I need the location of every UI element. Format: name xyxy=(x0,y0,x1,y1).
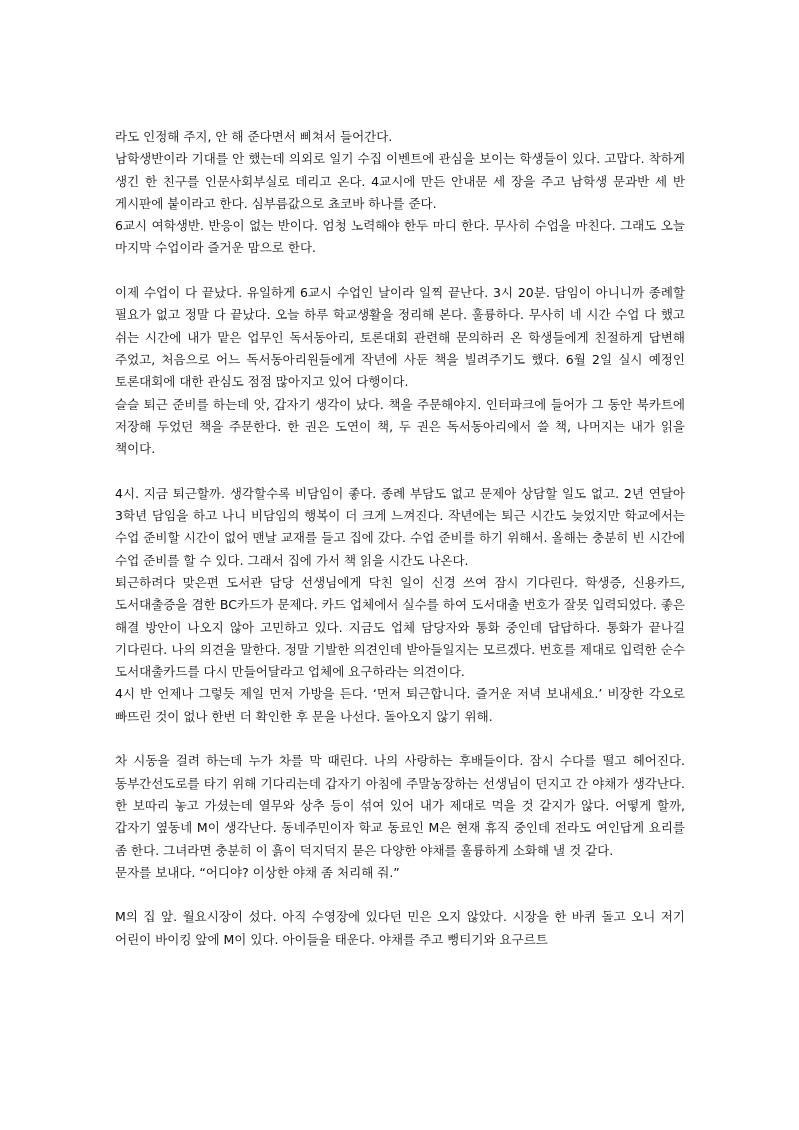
paragraph: 라도 인정해 주지, 안 해 준다면서 삐쳐서 들어간다. xyxy=(115,129,393,144)
paragraph-gap xyxy=(115,260,685,282)
paragraph-gap xyxy=(115,884,685,906)
paragraph: 이제 수업이 다 끝났다. 유일하게 6교시 수업인 날이라 일찍 끝난다. 3시 20분. 담임이 아니니까 종례할 필요가 없고 정말 다 끝났다. 오늘 하루 학교생활을 정리해 본다. 훌륭하다. 무사히 네 시간 수업 다 했고 쉬는 시간에 내가 맡은 업무인 독서동아리, 토론대회 관련해 문의하러 온 학생들에게 친절하게 답변해 주었고, 처음으로 어느 독서동아리원들에게 작년에 사둔 책을 빌려주기도 했다. 6월 2일 실시 예정인 토론대회에 대한 관심도 점점 많아지고 있어 다행이다. xyxy=(115,285,685,390)
paragraph: M의 집 앞. 월요시장이 섰다. 아직 수영장에 있다던 민은 오지 않았다. 시장을 한 바퀴 돌고 오니 저기 어린이 바이킹 앞에 M이 있다. 아이들을 태운다. 야채를 주고 뻥티기와 요구르트 xyxy=(115,909,685,947)
paragraph: 남학생반이라 기대를 안 했는데 의외로 일기 수집 이벤트에 관심을 보이는 학생들이 있다. 고맙다. 착하게 생긴 한 친구를 인문사회부실로 데리고 온다. 4교시에 만든 안내문 세 장을 주고 남학생 문과반 세 반 게시판에 붙이라고 한다. 심부름값으로 쵸코바 하나를 준다. xyxy=(115,151,685,211)
paragraph-gap xyxy=(115,460,685,482)
paragraph: 6교시 여학생반. 반응이 없는 반이다. 엄청 노력해야 한두 마디 한다. 무사히 수업을 마친다. 그래도 오늘 마지막 수업이라 즐거운 맘으로 한다. xyxy=(115,218,685,256)
paragraph-gap xyxy=(115,728,685,750)
paragraph: 4시. 지금 퇴근할까. 생각할수록 비담임이 좋다. 종례 부담도 없고 문제아 상담할 일도 없고. 2년 연달아 3학년 담임을 하고 나니 비담임의 행복이 더 크게 느껴진다. 작년에는 퇴근 시간도 늦었지만 학교에서는 수업 준비할 시간이 없어 맨날 교재를 들고 집에 갔다. 수업 준비를 하기 위해서. 올해는 충분히 빈 시간에 수업 준비를 할 수 있다. 그래서 집에 가서 책 읽을 시간도 나온다. xyxy=(115,485,685,568)
paragraph: 퇴근하려다 맞은편 도서관 담당 선생님에게 닥친 일이 신경 쓰여 잠시 기다린다. 학생증, 신용카드, 도서대출증을 겸한 BC카드가 문제다. 카드 업체에서 실수를 하여 도서대출 번호가 잘못 입력되었다. 좋은 해결 방안이 나오지 않아 고민하고 있다. 지금도 업체 담당자와 통화 중인데 답답하다. 통화가 끝나길 기다린다. 나의 의견을 말한다. 정말 기발한 의견인데 받아들일지는 모르겠다. 번호를 제대로 입력한 순수 도서대출카드를 다시 만들어달라고 업체에 요구하라는 의견이다. xyxy=(115,574,685,680)
paragraph: 문자를 보내다. “어디야? 이상한 야채 좀 처리해 줘.” xyxy=(115,864,400,880)
document-body xyxy=(115,126,685,951)
paragraph: 차 시동을 걸려 하는데 누가 차를 막 때린다. 나의 사랑하는 후배들이다. 잠시 수다를 떨고 헤어진다. 동부간선도로를 타기 위해 기다리는데 갑자기 아침에 주말농장하는 선생님이 던지고 간 야채가 생각난다. 한 보따리 놓고 가셨는데 열무와 상추 등이 섞여 있어 내가 제대로 먹을 것 같지가 않다. 어떻게 할까, 갑자기 옆동네 M이 생각난다. 동네주민이자 학교 동료인 M은 현재 휴직 중인데 전라도 여인답게 요리를 좀 한다. 그녀라면 충분히 이 흙이 덕지덕지 묻은 다양한 야채를 훌륭하게 소화해 낼 것 같다. xyxy=(115,753,685,858)
paragraph: 4시 반 언제나 그렇듯 제일 먼저 가방을 든다. ‘먼저 퇴근합니다. 즐거운 저녁 보내세요.’ 비장한 각오로 빠뜨린 것이 없나 한번 더 확인한 후 문을 나선다. 돌아오지 않기 위해. xyxy=(115,686,685,724)
paragraph: 슬슬 퇴근 준비를 하는데 앗, 갑자기 생각이 났다. 책을 주문해야지. 인터파크에 들어가 그 동안 북카트에 저장해 두었던 책을 주문한다. 한 권은 도연이 책, 두 권은 독서동아리에서 쓸 책, 나머지는 내가 읽을 책이다. xyxy=(115,396,685,457)
